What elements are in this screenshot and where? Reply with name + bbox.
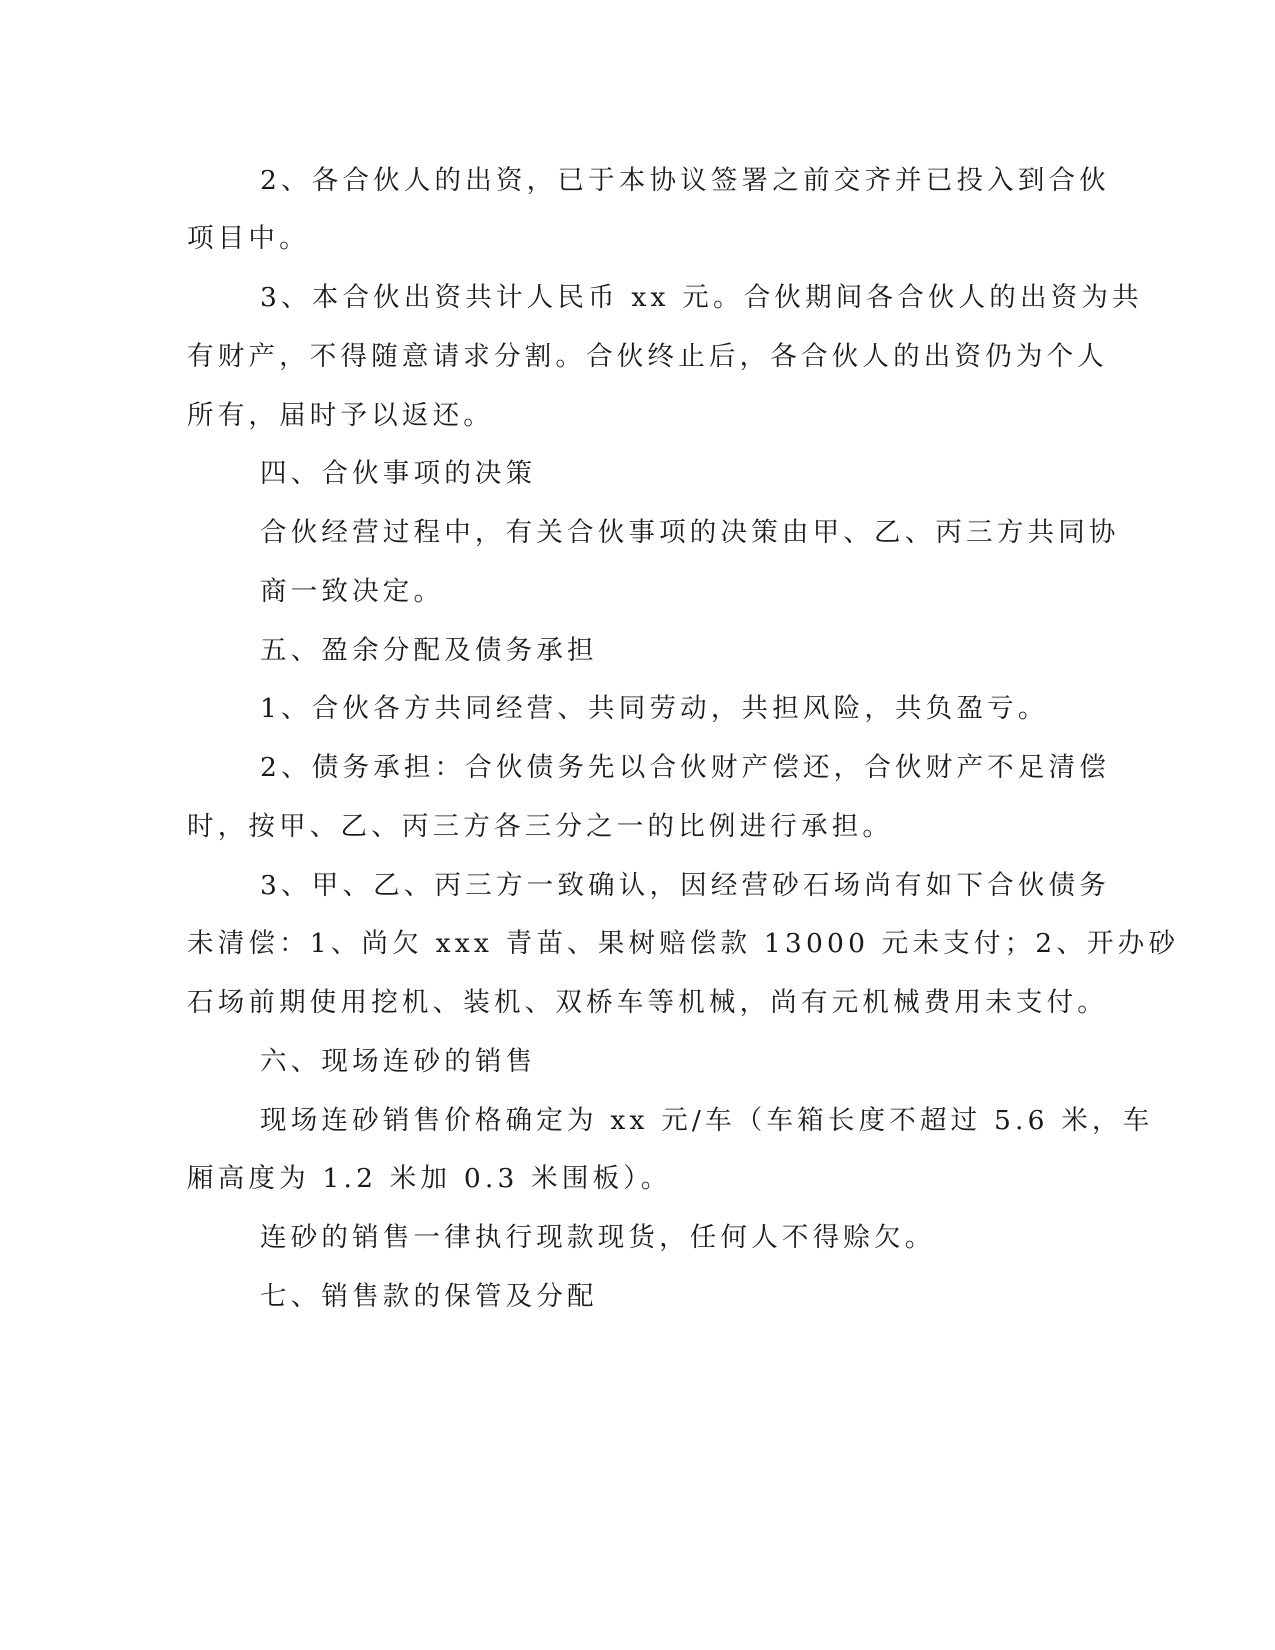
section-heading: 七、销售款的保管及分配 (260, 1281, 598, 1312)
paragraph-line: 未清偿：1、尚欠 xxx 青苗、果树赔偿款 13000 元未支付；2、开办砂 (187, 928, 1180, 959)
paragraph-line: 2、各合伙人的出资，已于本协议签署之前交齐并已投入到合伙 (260, 165, 1110, 196)
paragraph-line: 石场前期使用挖机、装机、双桥车等机械，尚有元机械费用未支付。 (187, 987, 1108, 1018)
paragraph-line: 时，按甲、乙、丙三方各三分之一的比例进行承担。 (187, 811, 894, 842)
paragraph-line: 连砂的销售一律执行现款现货，任何人不得赊欠。 (260, 1222, 936, 1253)
section-heading: 四、合伙事项的决策 (260, 458, 537, 489)
paragraph-line: 3、本合伙出资共计人民币 xx 元。合伙期间各合伙人的出资为共 (260, 282, 1143, 313)
paragraph-line: 所有，届时予以返还。 (187, 400, 494, 431)
paragraph-line: 合伙经营过程中，有关合伙事项的决策由甲、乙、丙三方共同协 (260, 517, 1120, 548)
paragraph-line: 1、合伙各方共同经营、共同劳动，共担风险，共负盈亏。 (260, 693, 1049, 724)
paragraph-line: 厢高度为 1.2 米加 0.3 米围板）。 (187, 1163, 672, 1194)
paragraph-line: 3、甲、乙、丙三方一致确认，因经营砂石场尚有如下合伙债务 (260, 870, 1110, 901)
section-heading: 五、盈余分配及债务承担 (260, 635, 598, 666)
paragraph-line: 2、债务承担：合伙债务先以合伙财产偿还，合伙财产不足清偿 (260, 752, 1110, 783)
paragraph-line: 有财产，不得随意请求分割。合伙终止后，各合伙人的出资仍为个人 (187, 341, 1108, 372)
paragraph-line: 现场连砂销售价格确定为 xx 元/车（车箱长度不超过 5.6 米，车 (260, 1105, 1154, 1136)
section-heading: 六、现场连砂的销售 (260, 1046, 537, 1077)
paragraph-line: 项目中。 (187, 223, 310, 254)
paragraph-line: 商一致决定。 (260, 576, 445, 607)
